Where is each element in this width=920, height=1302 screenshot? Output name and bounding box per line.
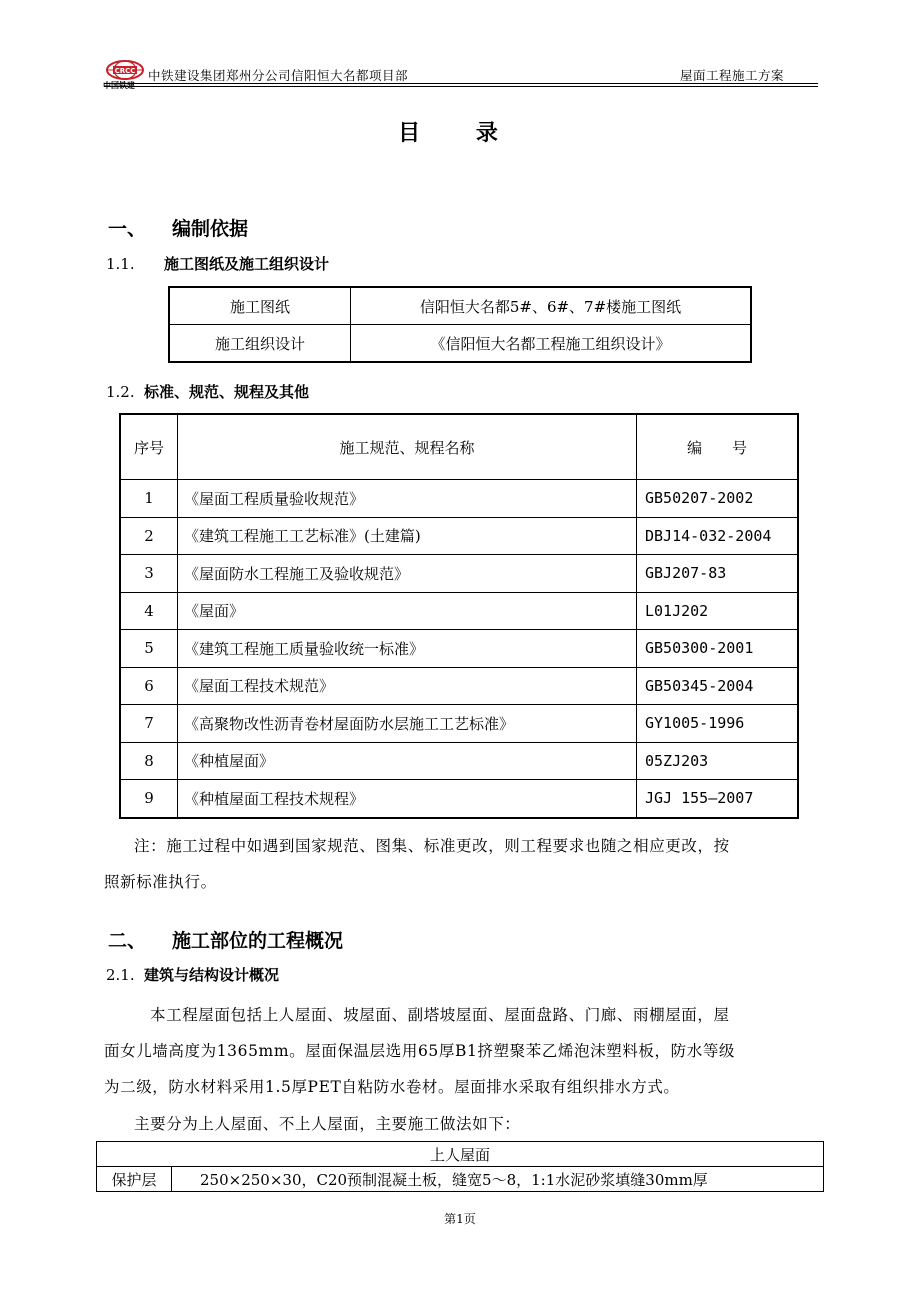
table-row xyxy=(120,480,798,518)
layer-desc: 250×250×30，C20预制混凝土板，缝宽5～8，1:1水泥砂浆填缝30mm厚 xyxy=(172,1167,824,1192)
subsection-2-1-title: 建筑与结构设计概况 xyxy=(144,966,280,984)
section-1-number: 一、 xyxy=(108,218,147,240)
row-no: 9 xyxy=(120,780,178,818)
row-code: GB50345-2004 xyxy=(637,667,799,705)
section-1-heading xyxy=(108,214,248,241)
subsection-1-1-heading xyxy=(106,253,329,274)
row-name: 《种植屋面》 xyxy=(178,742,637,780)
row-name: 《建筑工程施工质量验收统一标准》 xyxy=(178,630,637,668)
row-name: 《屋面防水工程施工及验收规范》 xyxy=(178,555,637,593)
layer-name: 保护层 xyxy=(97,1167,172,1192)
row-no: 4 xyxy=(120,592,178,630)
row-name: 《屋面》 xyxy=(178,592,637,630)
header-no: 序号 xyxy=(120,414,178,480)
subsection-1-2-heading xyxy=(106,381,309,402)
header-rule-thin xyxy=(104,86,818,87)
row-name: 《屋面工程质量验收规范》 xyxy=(178,480,637,518)
overview-line-2: 面女儿墙高度为1365mm。屋面保温层选用65厚B1挤塑聚苯乙烯泡沫塑料板，防水等级 xyxy=(104,1042,736,1060)
subsection-1-2-number: 1.2. xyxy=(106,383,135,401)
table-cell-value: 《信阳恒大名都工程施工组织设计》 xyxy=(351,325,752,363)
row-name: 《高聚物改性沥青卷材屋面防水层施工工艺标准》 xyxy=(178,705,637,743)
page-title: 目 录 xyxy=(398,121,522,146)
table-cell-value: 信阳恒大名都5#、6#、7#楼施工图纸 xyxy=(351,287,752,325)
standards-table xyxy=(119,413,799,819)
table-title-row xyxy=(97,1142,824,1167)
row-no: 2 xyxy=(120,517,178,555)
table-row xyxy=(97,1167,824,1192)
table-row xyxy=(120,592,798,630)
methods-intro: 主要分为上人屋面、不上人屋面，主要施工做法如下： xyxy=(134,1115,521,1133)
note-line-2: 照新标准执行。 xyxy=(104,873,217,891)
logo-caption: 中国铁建 xyxy=(103,81,135,90)
roof-method-table xyxy=(96,1141,824,1192)
table-row xyxy=(120,780,798,818)
subsection-1-1-title: 施工图纸及施工组织设计 xyxy=(164,255,330,273)
header-company: 中铁建设集团郑州分公司信阳恒大名都项目部 xyxy=(148,68,409,83)
row-code: GY1005-1996 xyxy=(637,705,799,743)
header-rule xyxy=(104,83,818,84)
row-name: 《种植屋面工程技术规程》 xyxy=(178,780,637,818)
section-2-title: 施工部位的工程概况 xyxy=(172,930,344,952)
row-no: 7 xyxy=(120,705,178,743)
row-no: 1 xyxy=(120,480,178,518)
overview-line-3: 为二级，防水材料采用1.5厚PET自粘防水卷材。屋面排水采取有组织排水方式。 xyxy=(104,1078,680,1096)
svg-text:CRCC: CRCC xyxy=(114,67,136,75)
subsection-1-1-number: 1.1. xyxy=(106,255,135,273)
page-number: 第1页 xyxy=(444,1212,476,1226)
drawings-table xyxy=(168,286,752,363)
row-name: 《建筑工程施工工艺标准》(土建篇) xyxy=(178,517,637,555)
row-code: GB50300-2001 xyxy=(637,630,799,668)
table-row xyxy=(120,705,798,743)
row-code: GBJ207-83 xyxy=(637,555,799,593)
table-row xyxy=(120,667,798,705)
subsection-2-1-number: 2.1. xyxy=(106,966,135,984)
section-2-heading xyxy=(108,926,343,953)
row-code: 05ZJ203 xyxy=(637,742,799,780)
table-cell-label: 施工图纸 xyxy=(169,287,351,325)
row-name: 《屋面工程技术规范》 xyxy=(178,667,637,705)
row-code: L01J202 xyxy=(637,592,799,630)
row-code: GB50207-2002 xyxy=(637,480,799,518)
table-row xyxy=(120,517,798,555)
row-no: 5 xyxy=(120,630,178,668)
table-row xyxy=(169,325,751,363)
table-row xyxy=(120,742,798,780)
row-code: DBJ14-032-2004 xyxy=(637,517,799,555)
row-code: JGJ 155—2007 xyxy=(637,780,799,818)
header-doc-title: 屋面工程施工方案 xyxy=(680,68,785,83)
subsection-1-2-title: 标准、规范、规程及其他 xyxy=(144,383,310,401)
note-line-1: 注：施工过程中如遇到国家规范、图集、标准更改，则工程要求也随之相应更改，按 xyxy=(134,837,730,855)
row-no: 6 xyxy=(120,667,178,705)
header-name: 施工规范、规程名称 xyxy=(178,414,637,480)
row-no: 3 xyxy=(120,555,178,593)
section-1-title: 编制依据 xyxy=(172,218,249,240)
table-header-row xyxy=(120,414,798,480)
row-no: 8 xyxy=(120,742,178,780)
section-2-number: 二、 xyxy=(108,930,147,952)
overview-line-1: 本工程屋面包括上人屋面、坡屋面、副塔坡屋面、屋面盘路、门廊、雨棚屋面，屋 xyxy=(150,1006,730,1024)
table-cell-label: 施工组织设计 xyxy=(169,325,351,363)
subsection-2-1-heading xyxy=(106,964,279,985)
table-title: 上人屋面 xyxy=(97,1142,824,1167)
header-code: 编 号 xyxy=(637,414,799,480)
table-row xyxy=(120,630,798,668)
table-row xyxy=(120,555,798,593)
table-row xyxy=(169,287,751,325)
